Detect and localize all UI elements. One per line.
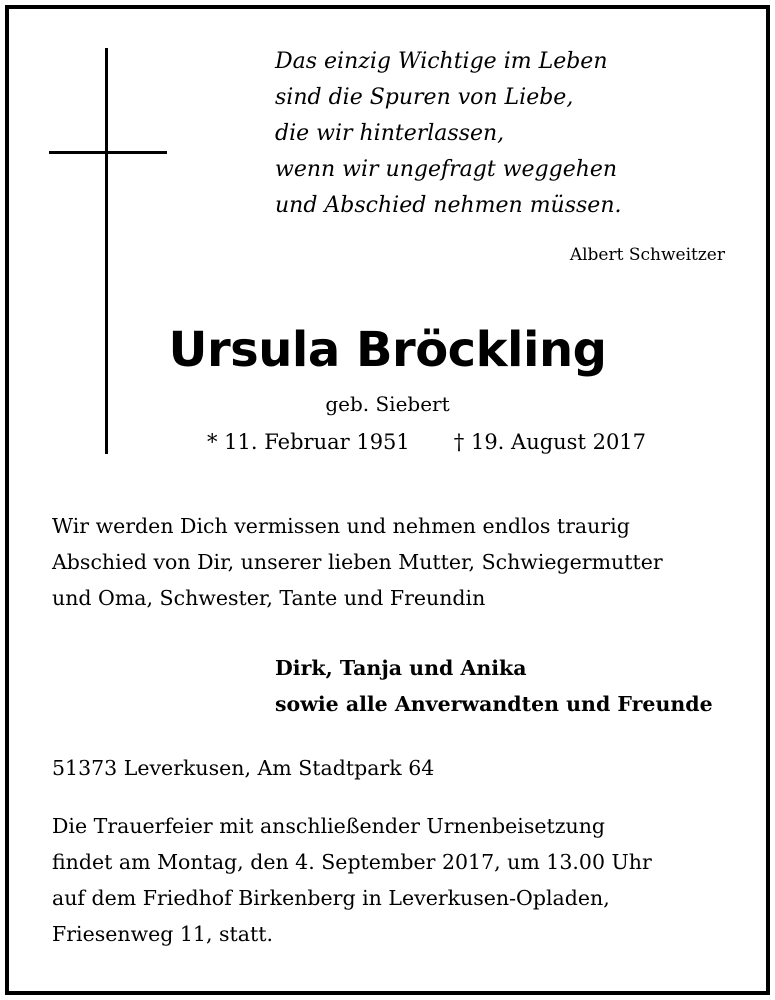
message-line: und Oma, Schwester, Tante und Freundin [52, 586, 486, 610]
service-line: findet am Montag, den 4. September 2017, um 13.00 Uhr [52, 850, 652, 874]
quote-line: Das einzig Wichtige im Leben [275, 49, 608, 74]
service-line: Die Trauerfeier mit anschließender Urnenbeisetzung [52, 814, 606, 838]
deceased-name: Ursula Bröckling [168, 322, 607, 378]
quote-line: die wir hinterlassen, [275, 121, 505, 146]
quote-author: Albert Schweitzer [569, 245, 725, 265]
message-line: Abschied von Dir, unserer lieben Mutter, Schwiegermutter [52, 550, 663, 574]
birth-date: * 11. Februar 1951 [207, 430, 410, 454]
message-line: Wir werden Dich vermissen und nehmen endlos traurig [52, 514, 630, 538]
life-dates [207, 430, 646, 454]
signer-line: Dirk, Tanja und Anika [275, 656, 527, 680]
signer-line: sowie alle Anverwandten und Freunde [275, 692, 713, 716]
service-line: Friesenweg 11, statt. [52, 922, 273, 946]
cross-icon-horizontal-bar [49, 151, 167, 154]
family-address: 51373 Leverkusen, Am Stadtpark 64 [52, 756, 435, 780]
quote-block [275, 44, 622, 224]
signers-block [275, 650, 713, 722]
quote-line: sind die Spuren von Liebe, [275, 85, 574, 110]
service-line: auf dem Friedhof Birkenberg in Leverkusen-Opladen, [52, 886, 610, 910]
quote-line: und Abschied nehmen müssen. [275, 193, 622, 218]
death-date: † 19. August 2017 [453, 430, 647, 454]
mourning-message [52, 508, 663, 616]
funeral-service-info [52, 808, 652, 952]
birth-name: geb. Siebert [325, 392, 450, 416]
quote-line: wenn wir ungefragt weggehen [275, 157, 618, 182]
